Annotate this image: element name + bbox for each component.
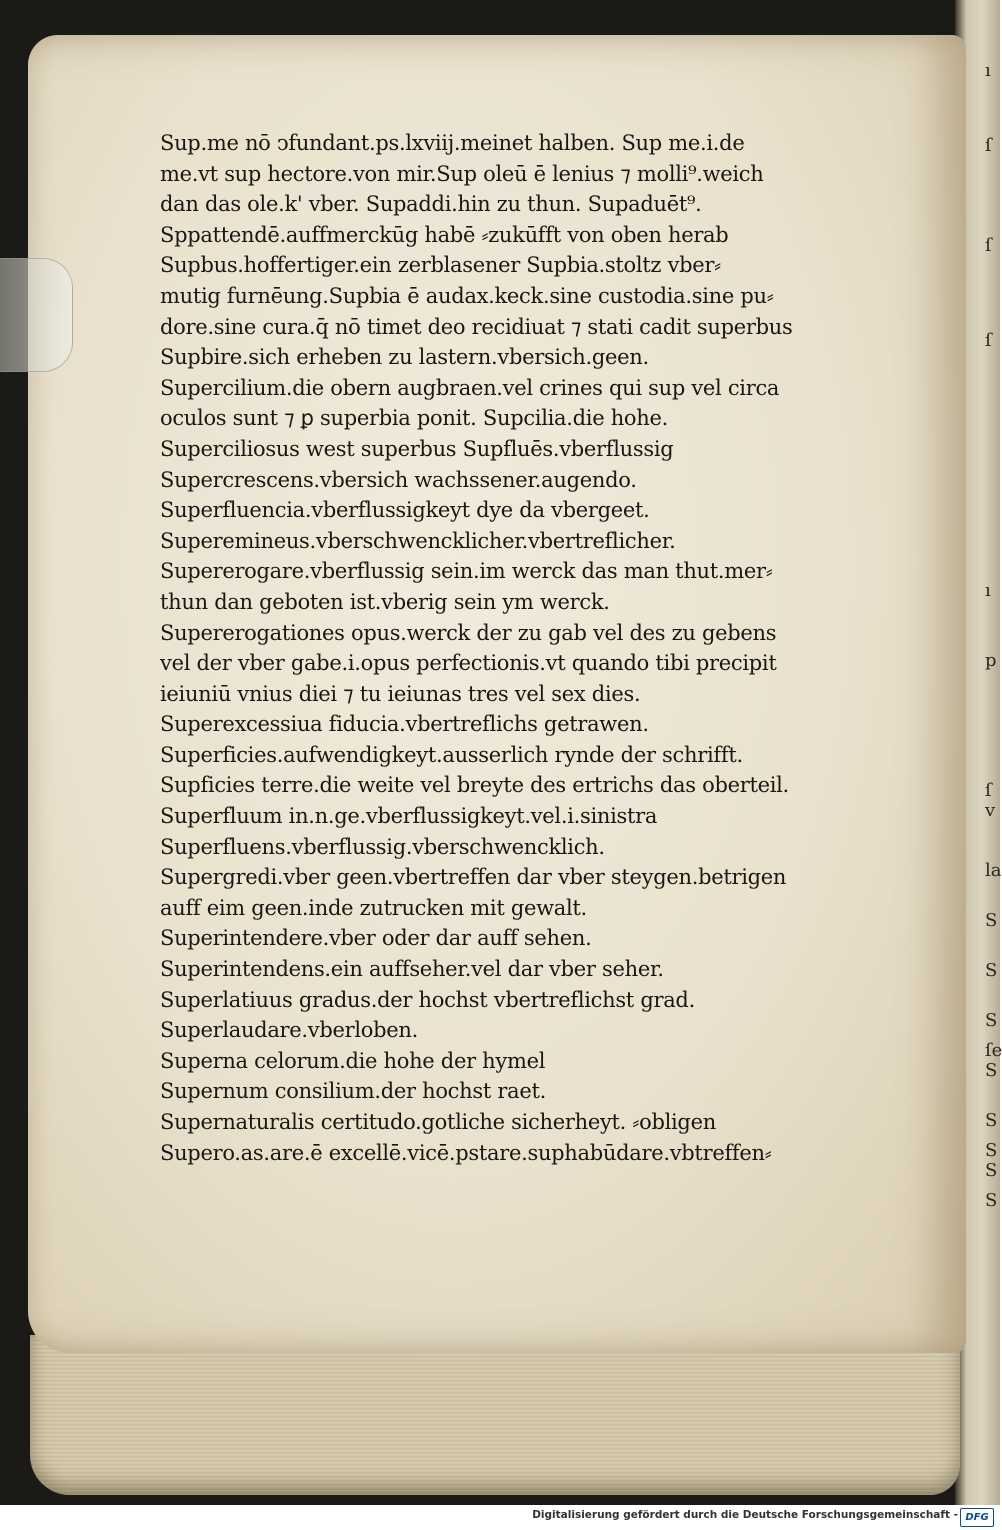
footer-bar	[0, 1505, 1000, 1530]
text-line: mutig furnēung.Supbia ē audax.keck.sine custodia.sine pu⸗	[160, 283, 774, 308]
text-line: Supernum consilium.der hochst raet.	[160, 1079, 546, 1104]
text-line: Superlaudare.vberloben.	[160, 1018, 418, 1043]
text-line: Supbire.sich erheben zu lastern.vbersich.geen.	[160, 345, 649, 370]
facing-page-glyph: S	[985, 1140, 998, 1161]
dictionary-text-block	[160, 128, 880, 1168]
text-line: Supercilium.die obern augbraen.vel crines qui sup vel circa	[160, 375, 780, 400]
text-line: auff eim geen.inde zutrucken mit gewalt.	[160, 895, 587, 920]
text-line: Superciliosus west superbus Supfluēs.vberflussig	[160, 436, 674, 461]
text-line: Superemineus.vberschwencklicher.vbertreflicher.	[160, 528, 676, 553]
text-line: Superfluens.vberflussig.vberschwencklich.	[160, 834, 605, 859]
text-line: thun dan geboten ist.vberig sein ym werck.	[160, 589, 610, 614]
text-line: Supero.as.are.ē excellē.vicē.pstare.suphabūdare.vbtreffen⸗	[160, 1140, 772, 1165]
text-line: Supererogationes opus.werck der zu gab vel des zu gebens	[160, 620, 777, 645]
text-line: Supererogare.vberflussig sein.im werck das man thut.mer⸗	[160, 559, 773, 584]
facing-page-glyph: S	[985, 960, 998, 981]
facing-page-glyph: S	[985, 1060, 998, 1081]
text-line: vel der vber gabe.i.opus perfectionis.vt quando tibi precipit	[160, 651, 777, 676]
text-line: Sppattendē.auffmerckūg habē ⸗zukūfft von oben herab	[160, 222, 729, 247]
page-edges-block	[30, 1335, 960, 1495]
text-line: Supercrescens.vbersich wachssener.augendo.	[160, 467, 637, 492]
text-line: Superna celorum.die hohe der hymel	[160, 1048, 546, 1073]
facing-page-glyph: la	[985, 860, 1002, 881]
facing-page-glyph: S	[985, 1160, 998, 1181]
facing-page-glyph: p	[985, 650, 997, 671]
funding-credit: Digitalisierung gefördert durch die Deutsche Forschungsgemeinschaft -	[532, 1509, 958, 1521]
text-line: Superfluencia.vberflussigkeyt dye da vbergeet.	[160, 498, 650, 523]
facing-page-glyph: ſe	[985, 1040, 1002, 1061]
facing-page-glyph: ſ	[985, 330, 992, 351]
facing-page-glyph: ı	[985, 60, 991, 81]
text-line: me.vt sup hectore.von mir.Sup oleū ē lenius ⁊ molli⁹.weich	[160, 161, 764, 186]
facing-page-glyph: v	[985, 800, 996, 821]
facing-page-glyph: S	[985, 1110, 998, 1131]
page-clip	[0, 258, 73, 372]
facing-page-glyph: S	[985, 1010, 998, 1031]
text-line: oculos sunt ⁊ ꝑ superbia ponit. Supcilia.die hohe.	[160, 406, 669, 431]
dfg-logo-icon: DFG	[960, 1508, 994, 1527]
text-line: Superintendens.ein auffseher.vel dar vber seher.	[160, 957, 664, 982]
text-line: ieiuniū vnius diei ⁊ tu ieiunas tres vel sex dies.	[160, 681, 641, 706]
text-line: Superficies.aufwendigkeyt.ausserlich rynde der schrifft.	[160, 742, 743, 767]
text-line: Supernaturalis certitudo.gotliche sicherheyt. ⸗obligen	[160, 1110, 716, 1134]
facing-page-glyph: ſ	[985, 780, 992, 801]
text-line: Supficies terre.die weite vel breyte des ertrichs das oberteil.	[160, 773, 789, 798]
text-line: Supergredi.vber geen.vbertreffen dar vber steygen.betrigen	[160, 865, 787, 890]
text-line: Superlatiuus gradus.der hochst vbertreflichst grad.	[160, 987, 695, 1012]
text-line: Supbus.hoffertiger.ein zerblasener Supbia.stoltz vber⸗	[160, 253, 721, 278]
facing-page-glyph: ſ	[985, 235, 992, 256]
text-line: Superintendere.vber oder dar auff sehen.	[160, 926, 592, 951]
facing-page-glyph: ı	[985, 580, 991, 601]
text-line: dore.sine cura.q̄ nō timet deo recidiuat ⁊ stati cadit superbus	[160, 314, 793, 339]
facing-page-glyph: ſ	[985, 135, 992, 156]
text-line: Sup.me nō ↄfundant.ps.lxviij.meinet halben. Sup me.i.de	[160, 131, 745, 155]
text-line: dan das ole.k' vber. Supaddi.hin zu thun. Supaduēt⁹.	[160, 192, 702, 217]
facing-page-glyph: S	[985, 1190, 998, 1211]
text-line: Superfluum in.n.ge.vberflussigkeyt.vel.i.sinistra	[160, 804, 658, 829]
facing-page-glyph: S	[985, 910, 998, 931]
text-line: Superexcessiua fiducia.vbertreflichs getrawen.	[160, 712, 649, 737]
